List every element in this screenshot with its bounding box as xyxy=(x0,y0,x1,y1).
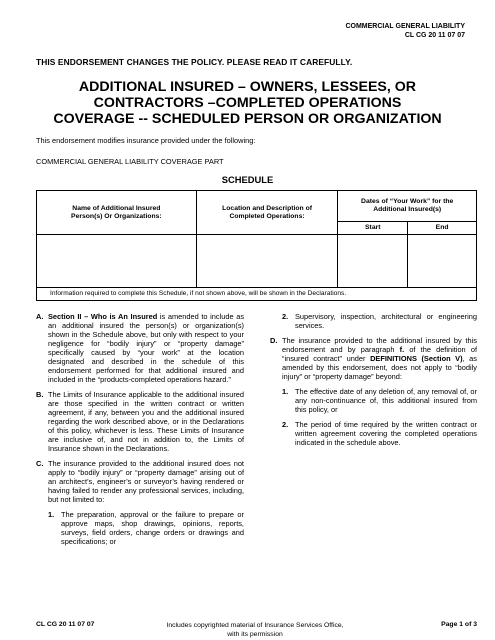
section-c-label: C. xyxy=(36,459,44,468)
section-a-label: A. xyxy=(36,312,44,321)
section-c-item-2-text: Supervisory, inspection, architectural or engineering services. xyxy=(295,312,477,330)
footer-copyright xyxy=(150,621,360,639)
section-d-para-ref: f. xyxy=(399,345,405,354)
col-header-start: Start xyxy=(338,222,408,235)
cell-start[interactable] xyxy=(338,235,408,288)
section-c-item-2 xyxy=(282,312,477,330)
section-d-item-2-label: 2. xyxy=(282,420,289,429)
section-d-item-1 xyxy=(282,387,477,414)
section-c-item-1-label: 1. xyxy=(48,510,55,519)
col-header-end: End xyxy=(408,222,477,235)
form-type: COMMERCIAL GENERAL LIABILITY xyxy=(345,23,465,30)
cell-end[interactable] xyxy=(408,235,477,288)
section-d-text-post: , as amended by this endorsement, does not apply to “bodily injury” or “property damage” beyond: xyxy=(282,354,477,381)
title-line-1: ADDITIONAL INSURED – OWNERS, LESSEES, OR xyxy=(78,79,417,95)
left-column xyxy=(36,312,244,552)
section-a-heading: Section II – Who is An Insured xyxy=(48,312,158,321)
footer-form-number: CL CG 20 11 07 07 xyxy=(36,621,95,628)
form-number: CL CG 20 11 07 07 xyxy=(404,32,465,39)
section-d-text-pre: The insurance provided to the additional insured by this endorsement and by paragraph xyxy=(282,336,477,354)
col-header-dates: Dates of “Your Work” for the Additional Insured(s) xyxy=(338,191,477,222)
section-d-item-1-text: The effective date of any deletion of, any removal of, or any non-continuance of, this additional insured from this policy, or xyxy=(295,387,477,414)
footer-copyright-line-1: Includes copyrighted material of Insurance Services Office, xyxy=(166,622,344,629)
section-d xyxy=(270,336,477,447)
section-d-text-mid: of the definition of “insured contract” under xyxy=(282,345,478,363)
section-d-def-ref: DEFINITIONS (Section V) xyxy=(370,354,463,363)
section-d-item-1-label: 1. xyxy=(282,387,289,396)
col-header-location: Location and Description of Completed Operations: xyxy=(196,191,338,235)
section-c-item-2-label: 2. xyxy=(282,312,289,321)
section-c-item-1 xyxy=(48,510,244,546)
schedule-note: Information required to complete this Schedule, if not shown above, will be shown in the Declarations. xyxy=(36,287,477,301)
footer-copyright-line-2: with its permission xyxy=(227,631,283,638)
section-c-item-1-text: The preparation, approval or the failure to prepare or approve maps, shop drawings, opinions, reports, surveys, field orders, change orders or drawings and specifications; or xyxy=(61,510,244,546)
section-b xyxy=(36,390,244,453)
document-title xyxy=(20,79,475,127)
intro-text: This endorsement modifies insurance provided under the following: xyxy=(36,136,256,145)
cell-location[interactable] xyxy=(196,235,338,288)
section-a xyxy=(36,312,244,384)
title-line-3: COVERAGE -- SCHEDULED PERSON OR ORGANIZATION xyxy=(53,111,442,127)
schedule-table xyxy=(36,190,477,288)
section-a-text: is amended to include as an additional insured the person(s) or organization(s) shown in the Schedule above, but only with respect to your negligence for “bodily injury” or “property damage” specifically caused by “your work” at the location designated and described in the schedule of this endorsement performed for that additional insured and included in the “products-completed operations hazard.” xyxy=(48,312,245,384)
coverage-part: COMMERCIAL GENERAL LIABILITY COVERAGE PART xyxy=(36,157,224,166)
endorsement-notice: THIS ENDORSEMENT CHANGES THE POLICY. PLEASE READ IT CAREFULLY. xyxy=(36,57,353,67)
footer-page-number: Page 1 of 3 xyxy=(441,621,477,628)
section-d-item-2-text: The period of time required by the written contract or written agreement covering the completed operations indicated in the schedule above. xyxy=(295,420,477,447)
section-c xyxy=(36,459,244,546)
form-header xyxy=(345,22,465,40)
schedule-heading: SCHEDULE xyxy=(221,174,274,185)
cell-name[interactable] xyxy=(37,235,197,288)
section-d-item-2 xyxy=(282,420,477,447)
col-header-name: Name of Additional Insured Person(s) Or Organizations: xyxy=(37,191,197,235)
section-b-label: B. xyxy=(36,390,44,399)
right-column xyxy=(270,312,477,453)
section-c-text: The insurance provided to the additional insured does not apply to “bodily injury” or “property damage” arising out of an architect’s, engineer’s or surveyor’s having rendered or having failed to render any professional services, including, but not limited to: xyxy=(48,459,244,504)
section-d-label: D. xyxy=(270,336,278,345)
section-b-text: The Limits of Insurance applicable to the additional insured are those specified in the written contract or written agreement, if any, between you and the additional insured regarding the work described above, or in the Declarations of this policy, whichever is less. These Limits of Insurance are inclusive of, and not in addition to, the Limits of Insurance shown in the Declarations. xyxy=(48,390,244,453)
title-line-2: CONTRACTORS –COMPLETED OPERATIONS xyxy=(93,95,402,111)
